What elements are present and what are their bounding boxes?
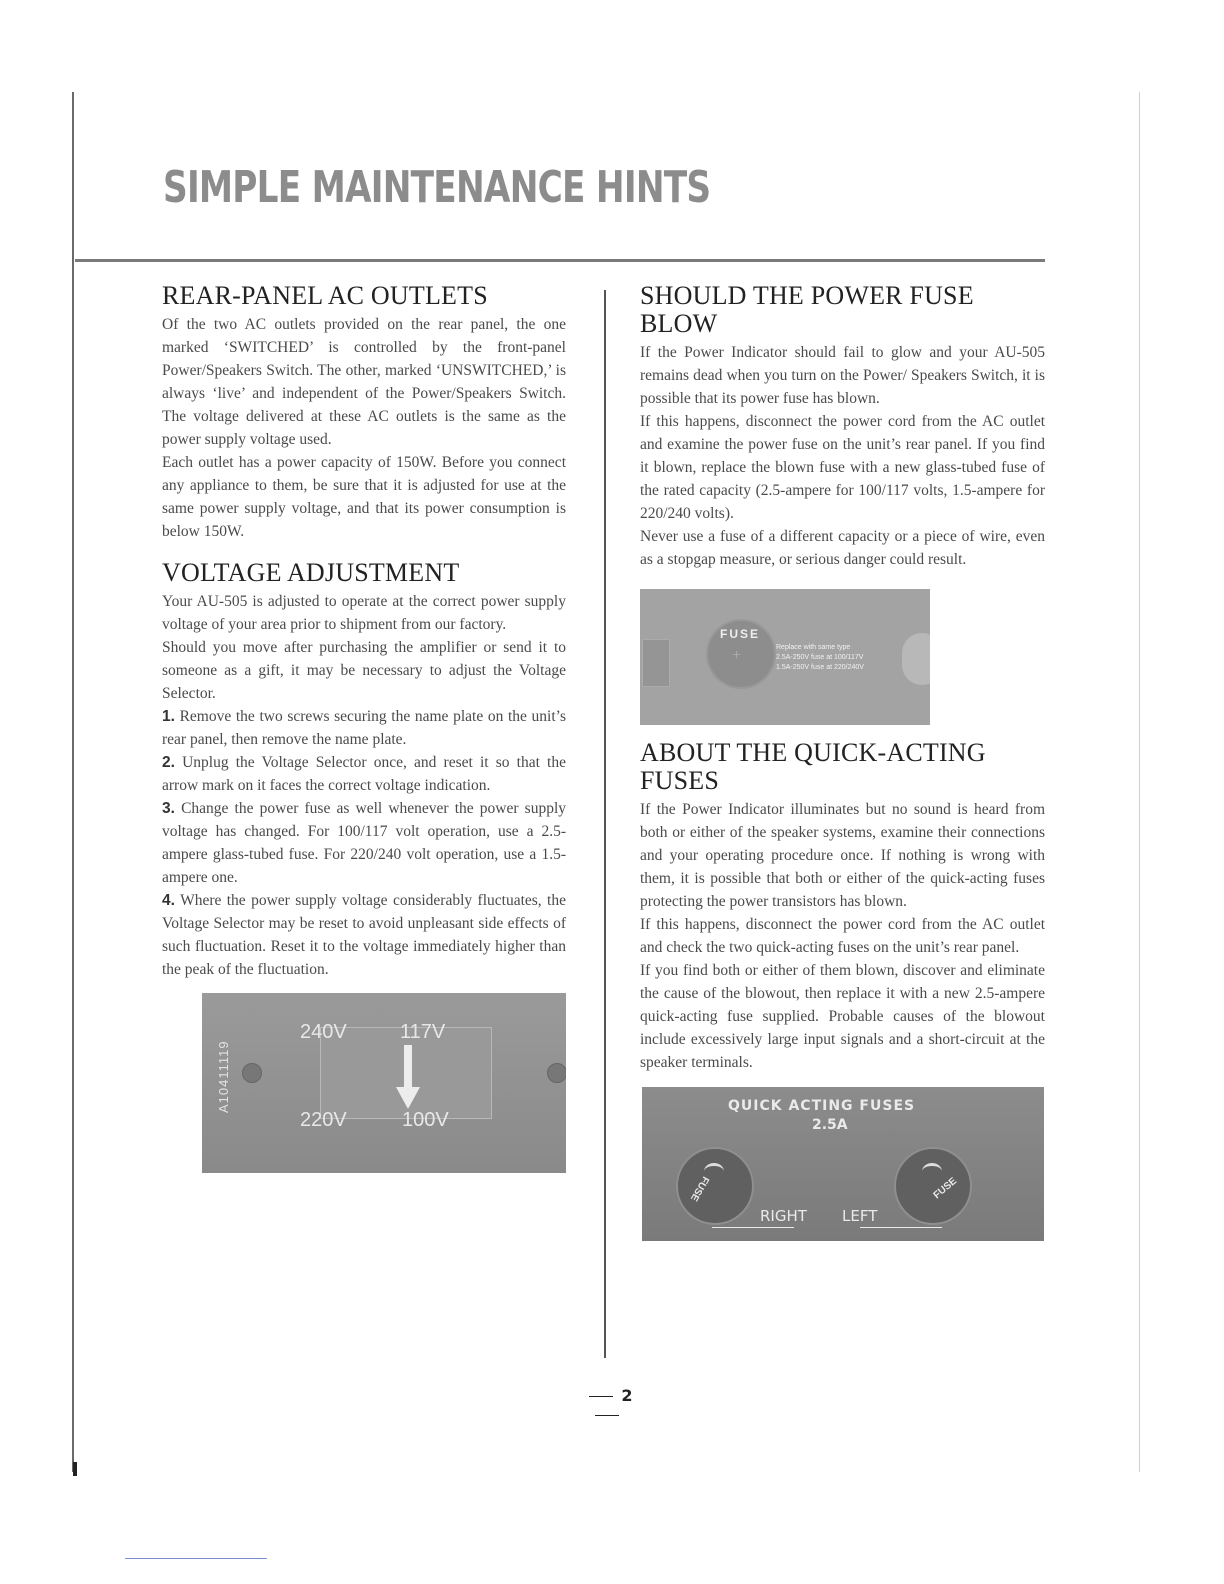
left-column <box>162 282 566 1173</box>
voltage-label-100: 100V <box>402 1109 449 1131</box>
quick-fuses-section <box>640 739 1045 1241</box>
scan-edge-right <box>1139 92 1140 1472</box>
voltage-heading: VOLTAGE ADJUSTMENT <box>162 558 460 587</box>
fuse-knob-icon <box>894 1147 972 1225</box>
quick-fuses-paragraph: If you find both or either of them blown, discover and eliminate the cause of the blowout, then replace it with a new 2.5-ampere quick-acting fuse supplied. Probable causes of the blowout include excessively large input signals and a short-circuit at the speaker terminals. <box>640 962 1045 1071</box>
quick-fuses-heading: ABOUT THE QUICK-ACTING FUSES <box>640 738 986 795</box>
power-fuse-paragraph: If the Power Indicator should fail to glow and your AU-505 remains dead when you turn on the Power/ Speakers Switch, it is possible that its power fuse has blown. <box>640 344 1045 407</box>
quick-fuses-paragraph: If the Power Indicator illuminates but no sound is heard from both or either of the speaker systems, examine their connections and your operating procedure once. If nothing is wrong with them, it is possible that both or either of the quick-acting fuses protecting the power transistors has blown. <box>640 801 1045 910</box>
dash-decoration <box>595 1415 619 1416</box>
scan-bottom-line <box>125 1558 267 1559</box>
fuse-holder-label: FUSE <box>720 627 761 641</box>
step-text: Unplug the Voltage Selector once, and reset it so that the arrow mark on it faces the correct voltage indication. <box>162 754 566 794</box>
step-number: 1. <box>162 708 175 725</box>
voltage-step <box>162 889 566 981</box>
voltage-step <box>162 751 566 797</box>
fuse-knob-label: FUSE <box>687 1174 711 1203</box>
screw-icon <box>547 1063 566 1083</box>
power-fuse-paragraph: If this happens, disconnect the power cord from the AC outlet and examine the power fuse on the unit’s rear panel. If you find it blown, replace the blown fuse with a new glass-tubed fuse of the rated capacity (2.5-ampere for 100/117 volts, 1.5-ampere for 220/240 volts). <box>640 413 1045 522</box>
quick-fuses-photo <box>642 1087 1044 1241</box>
left-fuse-label: LEFT <box>842 1207 878 1225</box>
arrow-head-icon <box>396 1087 420 1109</box>
dash-decoration <box>589 1396 613 1397</box>
step-text: Remove the two screws securing the name plate on the unit’s rear panel, then remove the name plate. <box>162 708 566 748</box>
voltage-step <box>162 797 566 889</box>
arrow-down-icon <box>404 1045 412 1089</box>
voltage-label-117: 117V <box>400 1021 446 1043</box>
fuse-replace-note: Replace with same type 2.5A-250V fuse at 100/117V 1.5A-250V fuse at 220/240V <box>776 644 864 671</box>
quick-fuses-photo-title: QUICK ACTING FUSES <box>728 1098 916 1114</box>
step-number: 4. <box>162 892 175 909</box>
page-number <box>564 1386 650 1424</box>
fuse-knob-label: FUSE <box>931 1175 960 1202</box>
fuse-knob-icon <box>676 1147 754 1225</box>
rear-panel-paragraph: Each outlet has a power capacity of 150W. Before you connect any appliance to them, be sure that it is adjusted for use at the same power supply voltage, and that its power consumption is below 150W. <box>162 454 566 540</box>
power-fuse-heading: SHOULD THE POWER FUSE BLOW <box>640 281 974 338</box>
plus-icon: + <box>732 647 742 664</box>
page-title: SIMPLE MAINTENANCE HINTS <box>163 162 711 213</box>
screw-icon <box>242 1063 262 1083</box>
hook-icon <box>922 1163 942 1180</box>
voltage-label-220: 220V <box>300 1109 347 1131</box>
scan-mark <box>73 1462 77 1476</box>
header-rule <box>75 259 1045 262</box>
rear-panel-section <box>162 282 566 543</box>
voltage-selector-photo <box>202 993 566 1173</box>
quick-fuses-paragraph: If this happens, disconnect the power cord from the AC outlet and check the two quick-acting fuses on the unit’s rear panel. <box>640 916 1045 956</box>
voltage-section <box>162 559 566 1173</box>
power-fuse-paragraph: Never use a fuse of a different capacity or a piece of wire, even as a stopgap measure, or serious danger could result. <box>640 528 1045 568</box>
bracket-line <box>860 1227 942 1228</box>
knob-icon <box>902 633 930 685</box>
page-number-value: 2 <box>621 1386 633 1405</box>
voltage-paragraph: Should you move after purchasing the amplifier or send it to someone as a gift, it may be necessary to adjust the Voltage Selector. <box>162 639 566 702</box>
power-fuse-photo <box>640 589 930 725</box>
voltage-step <box>162 705 566 751</box>
serial-number: A10411119 <box>216 1040 231 1113</box>
rear-panel-heading: REAR-PANEL AC OUTLETS <box>162 281 488 310</box>
right-column <box>640 282 1045 1241</box>
bracket-line <box>712 1227 794 1228</box>
power-fuse-section <box>640 282 1045 725</box>
rear-panel-paragraph: Of the two AC outlets provided on the rear panel, the one marked ‘SWITCHED’ is controlled by the front-panel Power/Speakers Switch. The other, marked ‘UNSWITCHED,’ is always ‘live’ and independent of the Power/Speakers Switch. The voltage delivered at these AC outlets is the same as the power supply voltage used. <box>162 316 566 448</box>
scan-edge-left <box>72 92 74 1472</box>
step-text: Where the power supply voltage considerably fluctuates, the Voltage Selector may be reset to avoid unpleasant side effects of such fluctuation. Reset it to the voltage immediately higher than the peak of the fluctuation. <box>162 892 566 978</box>
step-text: Change the power fuse as well whenever the power supply voltage has changed. For 100/117 volt operation, use a 2.5-ampere glass-tubed fuse. For 220/240 volt operation, use a 1.5-ampere one. <box>162 800 566 886</box>
quick-fuses-rating: 2.5A <box>812 1117 848 1133</box>
column-divider <box>604 290 606 1358</box>
connector-block <box>642 639 670 687</box>
right-fuse-label: RIGHT <box>760 1207 807 1225</box>
voltage-label-240: 240V <box>300 1021 347 1043</box>
step-number: 2. <box>162 754 175 771</box>
step-number: 3. <box>162 800 175 817</box>
voltage-paragraph: Your AU-505 is adjusted to operate at the correct power supply voltage of your area prior to shipment from our factory. <box>162 593 566 633</box>
